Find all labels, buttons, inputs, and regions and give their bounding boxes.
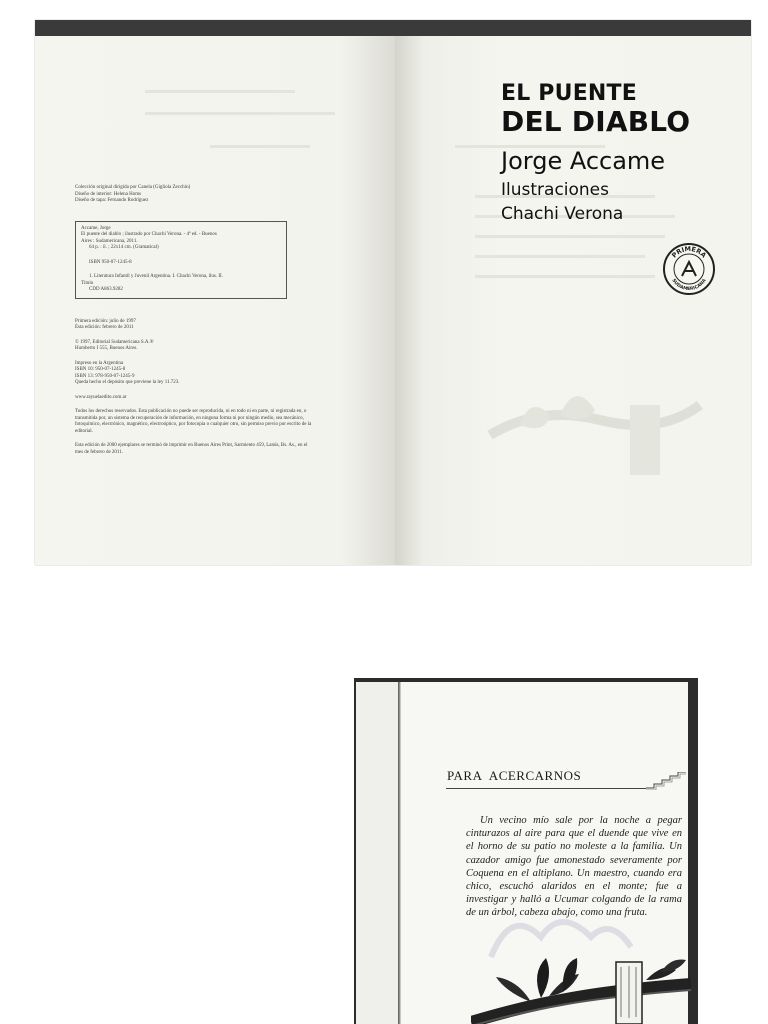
credit-line: Colección original dirigida por Canela (Gigliola Zecchin) <box>75 185 191 190</box>
legal-line: Impreso en la Argentina <box>75 360 124 366</box>
stairs-ornament-icon <box>646 772 686 790</box>
catalog-line: 1. Literatura Infantil y Juvenil Argentina. I. Chachi Verona, ilus. II. <box>89 274 223 279</box>
publisher-seal-icon <box>662 242 716 296</box>
publisher-website: www.rayuelaedito.com.ar <box>75 394 127 400</box>
section-heading: PARA ACERCARNOS <box>447 768 582 783</box>
book-spine-shadow <box>398 682 401 1024</box>
bleed-through-illustration <box>480 365 710 515</box>
bleed-through-mark <box>210 145 310 148</box>
seal-top-text: PRIMERA <box>670 244 708 260</box>
edition-line: Primera edición: julio de 1997 <box>75 318 136 324</box>
seal-bottom-text: SUDAMERICANA <box>670 278 708 293</box>
illustrator-name: Chachi Verona <box>501 204 624 224</box>
catalog-line: CDD A863.9282 <box>89 287 123 292</box>
catalog-line: Título <box>81 280 94 286</box>
book-title-line1: EL PUENTE <box>501 81 637 106</box>
page-sheet <box>356 682 688 1024</box>
catalog-record-box <box>75 221 287 299</box>
copyright-line: © 1997, Editorial Sudamericana S.A.® <box>75 339 154 345</box>
legal-line: ISBN 13: 978-950-07-1245-9 <box>75 373 135 379</box>
credit-line: Diseño de tapa: Fernando Rodríguez <box>75 198 149 203</box>
bleed-through-mark <box>475 255 645 258</box>
title-block <box>501 82 690 226</box>
bleed-through-mark <box>475 275 655 278</box>
book-title-line2: DEL DIABLO <box>501 105 691 138</box>
intro-paragraph: Un vecino mío sale por la noche a pegar cinturazos al aire para que el duende que vive en el horno de su patio no moleste a la familia. Un cazador amigo fue amonestado severamente por Coquena en el altiplano. Un maestro, cuando era chico, escuchó alaridos en el monte; fue a investigar y halló a Ucumar colgando de la rama de un árbol, cabeza abajo, como una fruta. <box>466 815 682 919</box>
catalog-line: ISBN 950-07-1245-8 <box>89 259 132 265</box>
scan-top-border <box>35 20 751 36</box>
book-spread-scan <box>35 20 751 565</box>
copyright-line: Humberto I 555, Buenos Aires. <box>75 346 138 351</box>
rights-notice: Todos los derechos reservados. Esta publicación no puede ser reproducida, ni en todo ni en parte, ni registrada en, o transmitida por, un sistema de recuperación de información, en ninguna forma ni por ningún medio, sea mecánico, fotoquímico, electrónico, magnético, electroóptico, por fotocopia o cualquier otro, sin permiso previo por escrito de la editorial. <box>75 409 312 434</box>
book-page-scan <box>354 678 698 1024</box>
bleed-through-mark <box>145 90 295 93</box>
legal-line: ISBN 10: 950-07-1245-8 <box>75 367 126 372</box>
tree-branch-illustration <box>471 952 691 1024</box>
illustrations-label: Ilustraciones <box>501 180 610 200</box>
author-name: Jorge Accame <box>501 147 666 175</box>
legal-line: Queda hecho el depósito que previene la ley 11.723. <box>75 380 180 385</box>
heading-rule <box>446 788 646 789</box>
catalog-line: 64 p. : il. ; 22x14 cm. (Gramatical) <box>89 245 159 250</box>
credit-line: Diseño de interior: Helena Homs <box>75 191 142 197</box>
printing-colophon: Esta edición de 2000 ejemplares se terminó de imprimir en Buenos Aires Print, Sarmiento 459, Lanús, Bs. As., en el mes de febrero de 2011. <box>75 443 308 455</box>
credits-block <box>75 185 315 456</box>
catalog-line: El puente del diablo ; ilustrado por Chachi Verona. - 4ª ed. - Buenos <box>81 232 217 237</box>
catalog-line: Aires : Sudamericana, 2011. <box>81 238 138 244</box>
facing-page-edge <box>356 682 398 1024</box>
catalog-line: Accame, Jorge <box>81 225 111 231</box>
bleed-through-mark <box>145 112 335 115</box>
edition-line: Ésta edición: febrero de 2011 <box>75 325 134 330</box>
bleed-through-mark <box>475 235 665 238</box>
